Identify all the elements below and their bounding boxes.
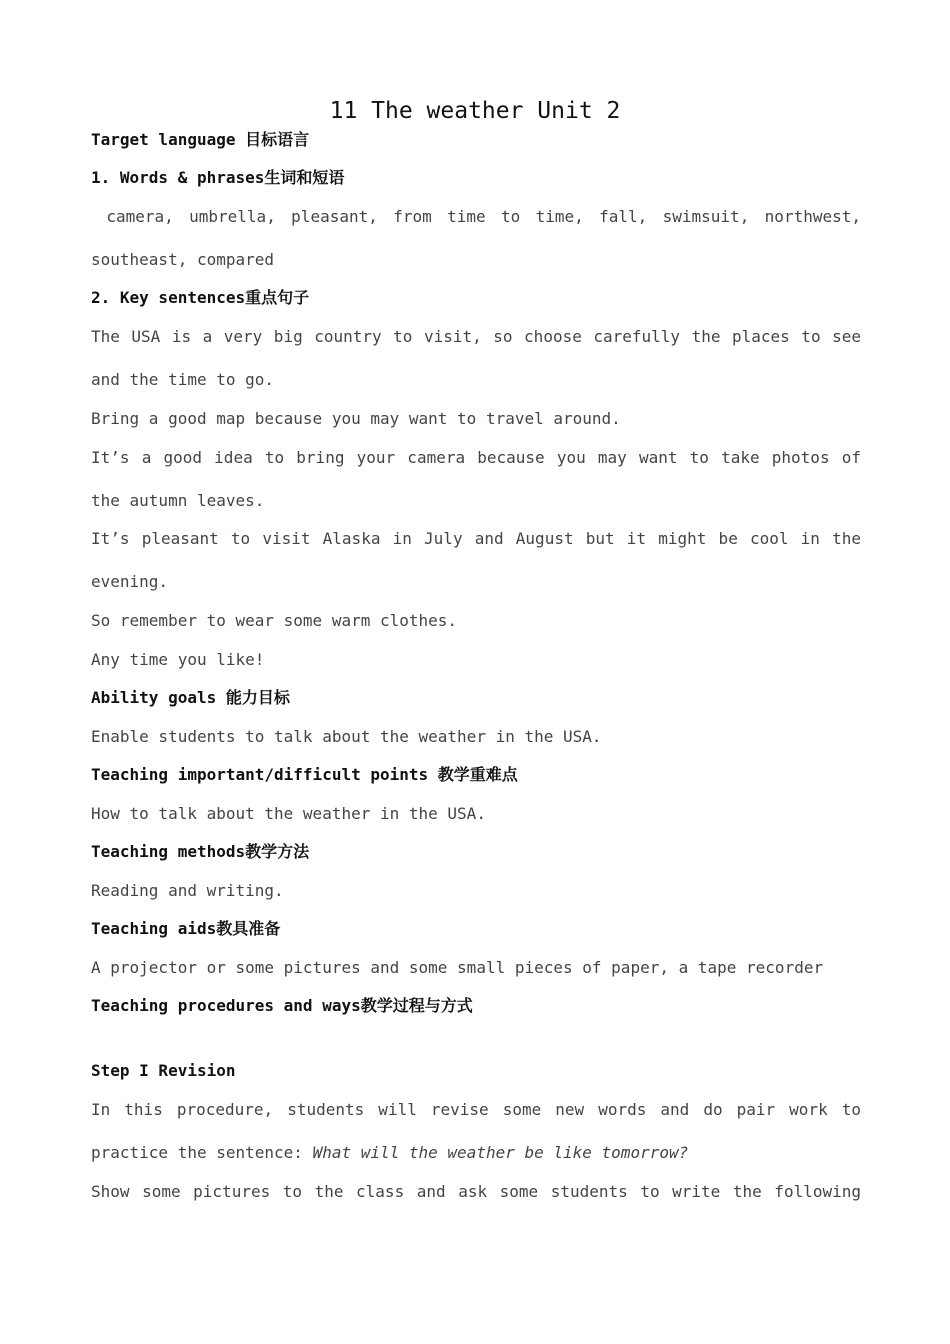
step-1-heading: Step I Revision (91, 1061, 236, 1080)
teaching-points-heading: Teaching important/difficult points 教学重难点 (91, 765, 518, 784)
teaching-methods-text: Reading and writing. (91, 881, 284, 900)
sentence-1-line-1: The USA is a very big country to visit, so choose carefully the places to see (91, 327, 861, 346)
ability-goals-text: Enable students to talk about the weather in the USA. (91, 727, 602, 746)
sentence-1-line-2: and the time to go. (91, 370, 275, 389)
practice-sentence: What will the weather be like tomorrow? (312, 1143, 689, 1162)
sentence-3-line-1: It’s a good idea to bring your camera because you may want to take photos of (91, 448, 861, 467)
sentence-4-line-2: evening. (91, 572, 169, 591)
teaching-methods-heading: Teaching methods教学方法 (91, 842, 310, 861)
document-title: 11 The weather Unit 2 (329, 98, 621, 124)
teaching-aids-heading: Teaching aids教具准备 (91, 919, 281, 938)
sentence-3-line-2: the autumn leaves. (91, 491, 265, 510)
target-language-heading: Target language 目标语言 (91, 130, 310, 149)
sentence-4-line-1: It’s pleasant to visit Alaska in July and August but it might be cool in the (91, 529, 861, 548)
step-1-paragraph-2-line-1: Show some pictures to the class and ask some students to write the following (91, 1182, 861, 1201)
key-sentences-heading: 2. Key sentences重点句子 (91, 288, 310, 307)
sentence-6: Any time you like! (91, 650, 265, 669)
practice-prefix: practice the sentence: (91, 1143, 313, 1162)
words-line-2: southeast, compared (91, 250, 275, 269)
teaching-procedures-heading: Teaching procedures and ways教学过程与方式 (91, 996, 473, 1015)
words-line-1: camera, umbrella, pleasant, from time to time, fall, swimsuit, northwest, (91, 207, 861, 226)
teaching-aids-text: A projector or some pictures and some small pieces of paper, a tape recorder (91, 958, 824, 977)
sentence-5: So remember to wear some warm clothes. (91, 611, 458, 630)
teaching-points-text: How to talk about the weather in the USA. (91, 804, 486, 823)
step-1-paragraph-line-2 (91, 1143, 861, 1163)
step-1-paragraph-line-1: In this procedure, students will revise some new words and do pair work to (91, 1100, 861, 1119)
sentence-2: Bring a good map because you may want to travel around. (91, 409, 621, 428)
ability-goals-heading: Ability goals 能力目标 (91, 688, 290, 707)
words-phrases-heading: 1. Words & phrases生词和短语 (91, 168, 345, 187)
